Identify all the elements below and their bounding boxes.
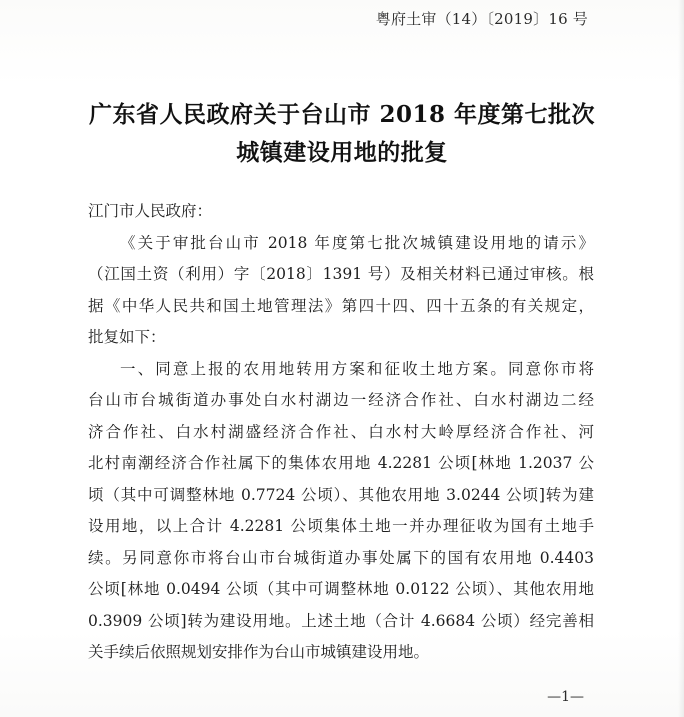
- salutation: 江门市人民政府：: [88, 202, 213, 220]
- paragraph-2-line: 续。另同意你市将台山市台城街道办事处属下的国有农用地 0.4403: [88, 548, 594, 567]
- document-title: [0, 96, 684, 172]
- document-body: [88, 196, 594, 669]
- paragraph-2-line: 设用地，以上合计 4.2281 公顷集体土地一并办理征收为国有土地手: [88, 517, 594, 535]
- paragraph-2-line: 公顷[林地 0.0494 公顷（其中可调整林地 0.0122 公顷）、其他农用地: [88, 580, 594, 598]
- paragraph-2-line: 济合作社、白水村湖盛经济合作社、白水村大岭厚经济合作社、河: [88, 422, 594, 441]
- paragraph-1-line: 批复如下：: [88, 328, 166, 346]
- paragraph-2-line: 0.3909 公顷]转为建设用地。上述土地（合计 4.6684 公顷）经完善相: [88, 611, 594, 630]
- paragraph-2-line: 台山市台城街道办事处白水村湖边一经济合作社、白水村湖边二经: [88, 391, 594, 409]
- document-number: 粤府土审（14）〔2019〕16 号: [375, 10, 588, 28]
- title-line-2: 城镇建设用地的批复: [236, 139, 448, 166]
- scan-edge-shadow: [678, 0, 684, 717]
- paragraph-2-line: 北村南潮经济合作社属下的集体农用地 4.2281 公顷[林地 1.2037 公: [88, 454, 594, 472]
- title-line-1: 广东省人民政府关于台山市 2018 年度第七批次: [88, 101, 596, 128]
- paragraph-2-line: 关手续后依照规划安排作为台山市城镇建设用地。: [88, 643, 430, 661]
- paragraph-1-line: 据《中华人民共和国土地管理法》第四十四、四十五条的有关规定，: [88, 296, 594, 315]
- paragraph-1-line: 《关于审批台山市 2018 年度第七批次城镇建设用地的请示》: [120, 233, 594, 252]
- paragraph-2-line: 一、同意上报的农用地转用方案和征收土地方案。同意你市将: [120, 359, 594, 378]
- page-number: —1—: [547, 689, 584, 705]
- paragraph-2-line: 顷（其中可调整林地 0.7724 公顷）、其他农用地 3.0244 公顷]转为建: [88, 485, 594, 504]
- paragraph-1-line: （江国土资（利用）字〔2018〕1391 号）及相关材料已通过审核。根: [88, 265, 594, 283]
